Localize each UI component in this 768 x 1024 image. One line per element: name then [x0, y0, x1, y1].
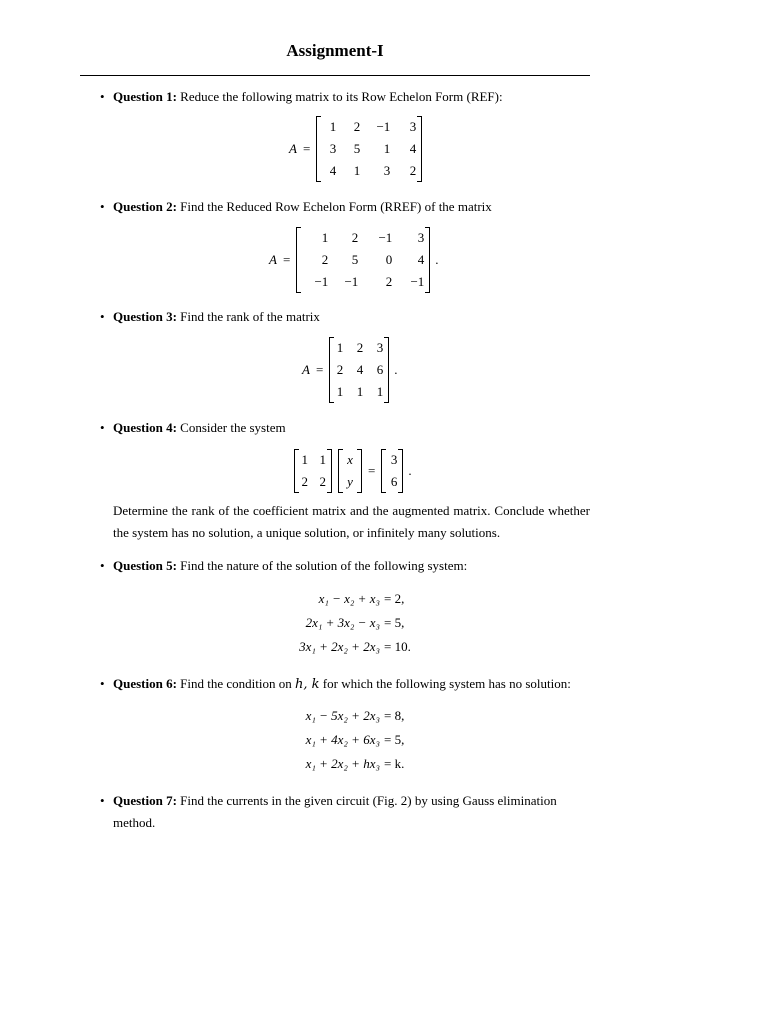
question-2-text	[113, 196, 593, 218]
question-3-equation	[302, 337, 398, 403]
matrix-cell: 2	[351, 230, 359, 245]
bracket-corner	[357, 449, 361, 450]
equation-line	[276, 752, 420, 776]
matrix-cell: 4	[409, 141, 417, 156]
question-6-body-end: for which the following system has no solution:	[319, 676, 571, 691]
bracket-corner	[382, 449, 386, 450]
equation-lhs: 2x₁ + 3x₂ − x₃	[305, 615, 380, 630]
equation-lhs: x₁ − x₂ + x₃	[318, 591, 380, 606]
equation-line	[270, 635, 426, 659]
matrix-cell: 5	[351, 252, 359, 267]
bracket-corner	[425, 227, 429, 228]
variable-vector	[338, 449, 362, 493]
equation-line	[276, 728, 420, 752]
question-3-text	[113, 306, 593, 328]
vector-entry: y	[347, 474, 353, 489]
question-1-text	[113, 86, 593, 108]
equation-lhs: x₁ − 5x₂ + 2x₃	[305, 708, 380, 723]
matrix-a-q3	[329, 337, 389, 403]
bracket-corner	[330, 402, 334, 403]
bracket-corner	[297, 227, 301, 228]
matrix-cell: 3	[383, 163, 391, 178]
question-5-system	[270, 587, 426, 659]
matrix-cell: −1	[376, 119, 391, 134]
bracket-corner	[295, 449, 299, 450]
question-2-body: Find the Reduced Row Echelon Form (RREF) of the matrix	[180, 199, 492, 214]
equation-lhs: 3x₁ + 2x₂ + 2x₃	[299, 639, 380, 654]
equals-sign: =	[315, 362, 324, 377]
bullet: •	[100, 89, 105, 104]
question-5-label: Question 5:	[113, 558, 177, 573]
matrix-cell: 3	[417, 230, 425, 245]
matrix-cell: 1	[356, 384, 364, 399]
trailing-period: .	[394, 362, 398, 377]
matrix-cell: 0	[385, 252, 393, 267]
matrix-cell: 2	[336, 362, 344, 377]
question-2-equation	[269, 227, 439, 293]
question-4-text	[113, 417, 593, 439]
bracket-corner	[417, 116, 421, 117]
matrix-cell: 3	[329, 141, 337, 156]
bracket-corner	[297, 292, 301, 293]
rhs-vector	[381, 449, 403, 493]
equation-rhs: = k.	[384, 756, 405, 771]
bracket-corner	[357, 492, 361, 493]
equals-sign: =	[368, 463, 376, 478]
matrix-cell: 3	[376, 340, 384, 355]
bracket-corner	[384, 337, 388, 338]
question-6-body-start: Find the condition on	[180, 676, 296, 691]
bracket-corner	[425, 292, 429, 293]
bracket-corner	[327, 492, 331, 493]
question-7-label: Question 7:	[113, 793, 177, 808]
vector-entry: x	[347, 452, 353, 467]
matrix-cell: 1	[321, 230, 329, 245]
matrix-cell: 1	[319, 452, 326, 467]
question-4-label: Question 4:	[113, 420, 177, 435]
bullet: •	[100, 420, 105, 435]
matrix-cell: 2	[385, 274, 393, 289]
bracket-corner	[327, 449, 331, 450]
question-7	[100, 790, 590, 834]
bracket-corner	[317, 116, 321, 117]
bracket-corner	[398, 492, 402, 493]
equation-line	[270, 587, 426, 611]
question-4-equation	[294, 449, 412, 493]
matrix-a-q1	[316, 116, 422, 182]
question-6-variables: h, k	[295, 677, 320, 692]
title-divider	[80, 75, 590, 76]
matrix-cell: 4	[329, 163, 337, 178]
matrix-cell: 2	[409, 163, 417, 178]
matrix-cell: −1	[314, 274, 329, 289]
matrix-cell: 1	[301, 452, 308, 467]
question-5-text	[113, 555, 593, 577]
trailing-period: .	[408, 463, 412, 478]
bullet: •	[100, 676, 105, 691]
bracket-corner	[295, 492, 299, 493]
matrix-cell: 5	[353, 141, 361, 156]
equation-lhs: x₁ + 4x₂ + 6x₃	[305, 732, 380, 747]
bracket-corner	[317, 181, 321, 182]
bullet: •	[100, 309, 105, 324]
matrix-cell: 1	[329, 119, 337, 134]
question-7-body: Find the currents in the given circuit (Fig. 2) by using Gauss elimination method.	[113, 793, 557, 830]
equals-sign: =	[302, 141, 311, 156]
matrix-cell: −1	[344, 274, 359, 289]
matrix-cell: −1	[378, 230, 393, 245]
question-1-label: Question 1:	[113, 89, 177, 104]
matrix-cell: 2	[356, 340, 364, 355]
question-6-system	[276, 704, 420, 776]
matrix-cell: 6	[376, 362, 384, 377]
bracket-corner	[384, 402, 388, 403]
coefficient-matrix	[294, 449, 332, 493]
vector-entry: 3	[390, 452, 398, 467]
question-3-body: Find the rank of the matrix	[180, 309, 320, 324]
matrix-cell: 1	[376, 384, 384, 399]
bracket-corner	[339, 492, 343, 493]
equation-rhs: = 10.	[384, 639, 411, 654]
trailing-period: .	[435, 252, 439, 267]
matrix-cell: 4	[356, 362, 364, 377]
bracket-corner	[417, 181, 421, 182]
matrix-cell: 2	[321, 252, 329, 267]
question-6-text	[113, 673, 593, 696]
equation-line	[276, 704, 420, 728]
question-1-equation	[289, 116, 422, 182]
matrix-name: A	[269, 252, 277, 267]
question-5-body: Find the nature of the solution of the following system:	[180, 558, 468, 573]
matrix-cell: 1	[353, 163, 361, 178]
matrix-cell: 2	[319, 474, 326, 489]
question-6-label: Question 6:	[113, 676, 177, 691]
bracket-corner	[330, 337, 334, 338]
equation-lhs: x₁ + 2x₂ + hx₃	[305, 756, 380, 771]
equals-sign: =	[282, 252, 291, 267]
matrix-cell: 1	[383, 141, 391, 156]
matrix-cell: 4	[417, 252, 425, 267]
bracket-corner	[339, 449, 343, 450]
page-title: Assignment-I	[286, 41, 384, 60]
matrix-a-q2	[296, 227, 430, 293]
equation-rhs: = 5,	[384, 732, 405, 747]
matrix-cell: 2	[301, 474, 308, 489]
vector-entry: 6	[390, 474, 398, 489]
question-4-body: Consider the system	[180, 420, 286, 435]
bullet: •	[100, 558, 105, 573]
equation-line	[270, 611, 426, 635]
equation-rhs: = 5,	[384, 615, 405, 630]
matrix-cell: 1	[336, 384, 344, 399]
question-4-followup: Determine the rank of the coefficient matrix and the augmented matrix. Conclude whether the system has no solution, a unique solution, or infinitely many solutions.	[113, 503, 590, 540]
matrix-cell: 3	[409, 119, 417, 134]
matrix-name: A	[289, 141, 297, 156]
question-7-text	[113, 790, 590, 834]
bracket-corner	[398, 449, 402, 450]
equation-rhs: = 2,	[384, 591, 405, 606]
question-1-body: Reduce the following matrix to its Row Echelon Form (REF):	[180, 89, 503, 104]
bullet: •	[100, 199, 105, 214]
matrix-name: A	[302, 362, 310, 377]
equation-rhs: = 8,	[384, 708, 405, 723]
matrix-cell: −1	[410, 274, 425, 289]
question-3-label: Question 3:	[113, 309, 177, 324]
matrix-cell: 1	[336, 340, 344, 355]
matrix-cell: 2	[353, 119, 361, 134]
bullet: •	[100, 793, 105, 808]
question-2-label: Question 2:	[113, 199, 177, 214]
bracket-corner	[382, 492, 386, 493]
